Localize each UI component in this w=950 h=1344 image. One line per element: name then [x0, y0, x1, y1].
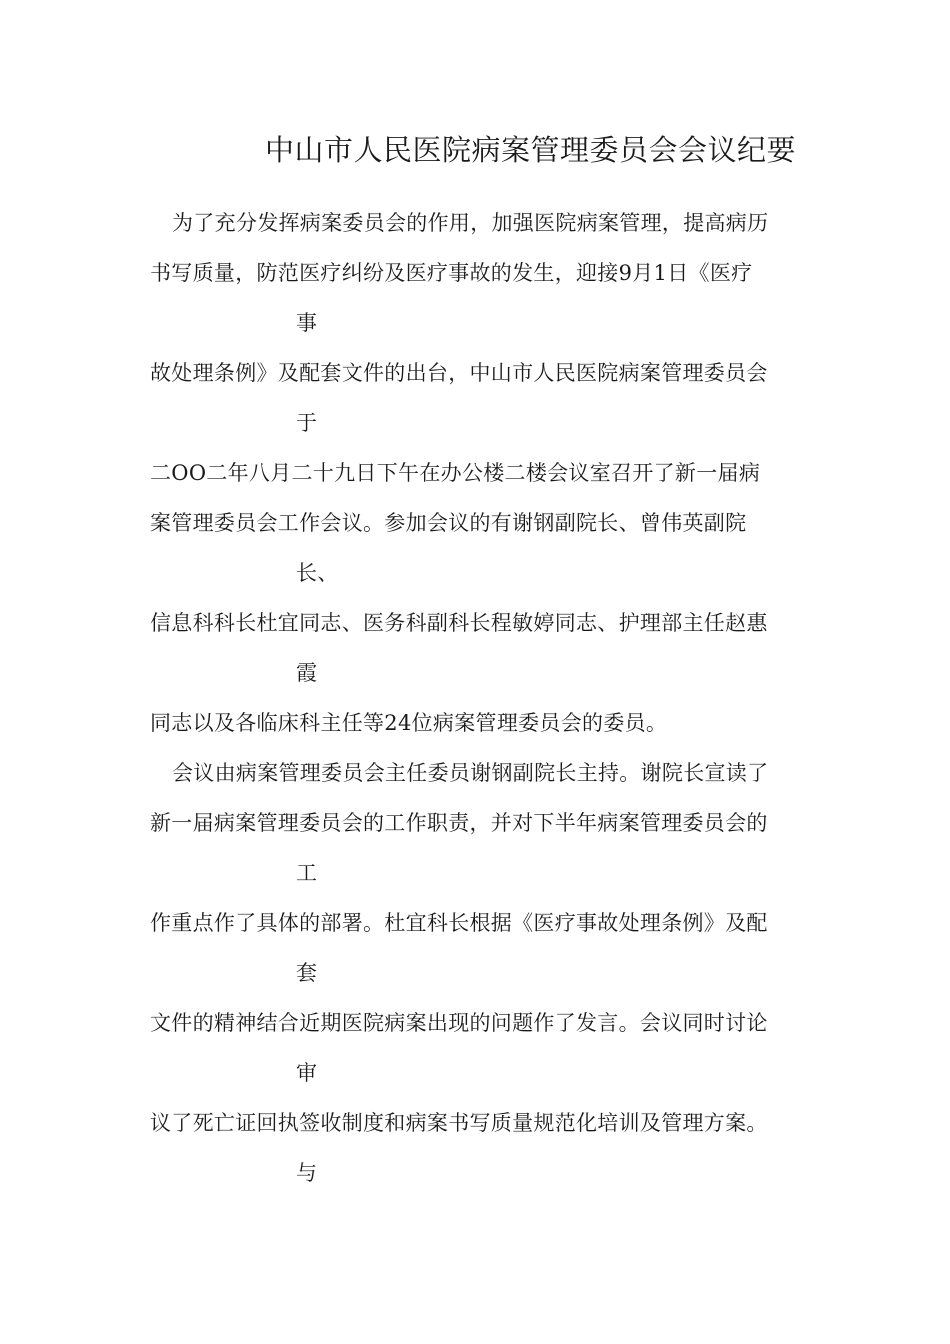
body-line-1: 为了充分发挥病案委员会的作用，加强医院病案管理，提高病历	[172, 211, 769, 235]
body-line-9: 信息科科长杜宜同志、医务科副科长程敏婷同志、护理部主任赵惠	[150, 611, 768, 635]
body-line-5: 于	[296, 411, 318, 435]
document-title: 中山市人民医院病案管理委员会会议纪要	[265, 133, 797, 167]
body-line-11: 同志以及各临床科主任等24位病案管理委员会的委员。	[150, 711, 668, 735]
body-line-8: 长、	[296, 561, 339, 585]
body-line-10: 霞	[296, 661, 318, 685]
body-line-16: 套	[296, 961, 318, 985]
body-line-3: 事	[296, 311, 318, 335]
body-line-15: 作重点作了具体的部署。杜宜科长根据《医疗事故处理条例》及配	[150, 911, 768, 935]
body-line-13: 新一届病案管理委员会的工作职责，并对下半年病案管理委员会的	[150, 811, 768, 835]
body-line-18: 审	[296, 1061, 318, 1085]
body-line-7: 案管理委员会工作会议。参加会议的有谢钢副院长、曾伟英副院	[150, 511, 747, 535]
body-line-17: 文件的精神结合近期医院病案出现的问题作了发言。会议同时讨论	[150, 1011, 768, 1035]
body-line-6: 二OO二年八月二十九日下午在办公楼二楼会议室召开了新一届病	[150, 461, 761, 485]
body-line-12: 会议由病案管理委员会主任委员谢钢副院长主持。谢院长宣读了	[172, 761, 769, 785]
body-line-19: 议了死亡证回执签收制度和病案书写质量规范化培训及管理方案。	[150, 1111, 768, 1135]
body-line-4: 故处理条例》及配套文件的出台，中山市人民医院病案管理委员会	[150, 361, 768, 385]
body-line-20: 与	[296, 1161, 318, 1185]
body-line-2: 书写质量，防范医疗纠纷及医疗事故的发生，迎接9月1日《医疗	[150, 261, 753, 285]
body-line-14: 工	[296, 861, 318, 885]
